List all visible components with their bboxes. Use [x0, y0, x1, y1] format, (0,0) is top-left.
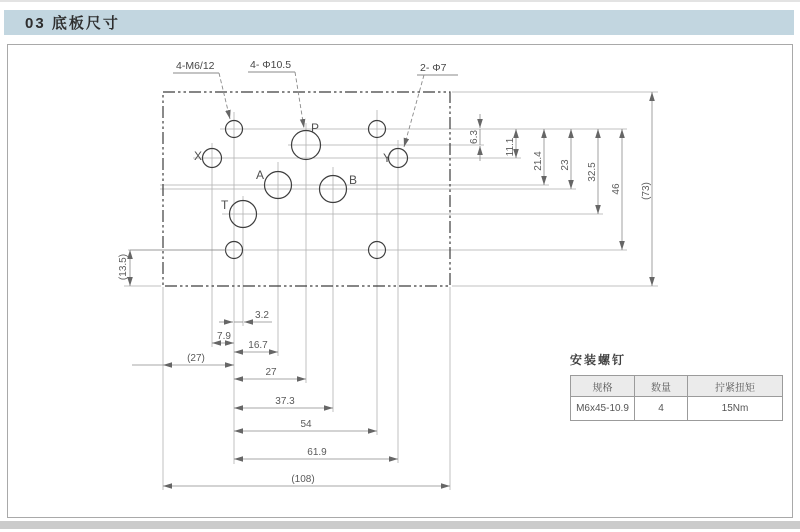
dim-73: (73): [641, 182, 652, 200]
port-label-y: Y: [383, 151, 392, 165]
dim-27: 27: [265, 367, 277, 378]
screw-spec-table: [570, 375, 783, 421]
dimension-labels: [118, 130, 652, 485]
page-bottom-divider: [0, 521, 800, 529]
dim-11-1: 11.1: [505, 137, 516, 157]
dim-61-9: 61.9: [307, 447, 327, 458]
dim-108: (108): [291, 474, 315, 485]
port-label-t: T: [221, 198, 229, 212]
callout-mounting-holes: 4-M6/12: [176, 60, 215, 72]
port-label-p: P: [311, 121, 320, 135]
section-title: 03 底板尺寸: [25, 15, 120, 32]
callout-labels: [176, 59, 447, 74]
cell-torque: 15Nm: [688, 397, 783, 421]
screw-table-title: 安装螺钉: [570, 353, 627, 367]
callout-leaders: [173, 72, 458, 147]
dim-7-9: 7.9: [217, 331, 231, 342]
dim-21-4: 21.4: [533, 151, 544, 171]
dim-6-3: 6.3: [469, 130, 480, 144]
col-header-qty: 数量: [635, 376, 688, 397]
port-labels: [194, 121, 391, 212]
table-header-row: [571, 376, 783, 397]
cell-spec: M6x45-10.9: [571, 397, 635, 421]
port-label-b: B: [349, 173, 358, 187]
dim-46: 46: [611, 183, 622, 195]
cell-qty: 4: [635, 397, 688, 421]
col-header-torque: 拧紧扭矩: [688, 376, 783, 397]
dim-37-3: 37.3: [275, 396, 295, 407]
port-label-x: X: [194, 149, 203, 163]
mounting-screw-section: [570, 351, 784, 421]
dim-27-ref: (27): [187, 353, 205, 364]
dim-23: 23: [560, 159, 571, 171]
callout-port-holes: 4- Φ10.5: [250, 59, 292, 71]
dim-16-7: 16.7: [248, 340, 268, 351]
callout-pilot-holes: 2- Φ7: [420, 62, 447, 74]
dim-3-2: 3.2: [255, 310, 269, 321]
dim-54: 54: [300, 419, 312, 430]
port-label-a: A: [256, 168, 265, 182]
col-header-spec: 规格: [571, 376, 635, 397]
dim-32-5: 32.5: [587, 162, 598, 182]
table-row: [571, 397, 783, 421]
dim-13-5: (13.5): [118, 253, 129, 281]
